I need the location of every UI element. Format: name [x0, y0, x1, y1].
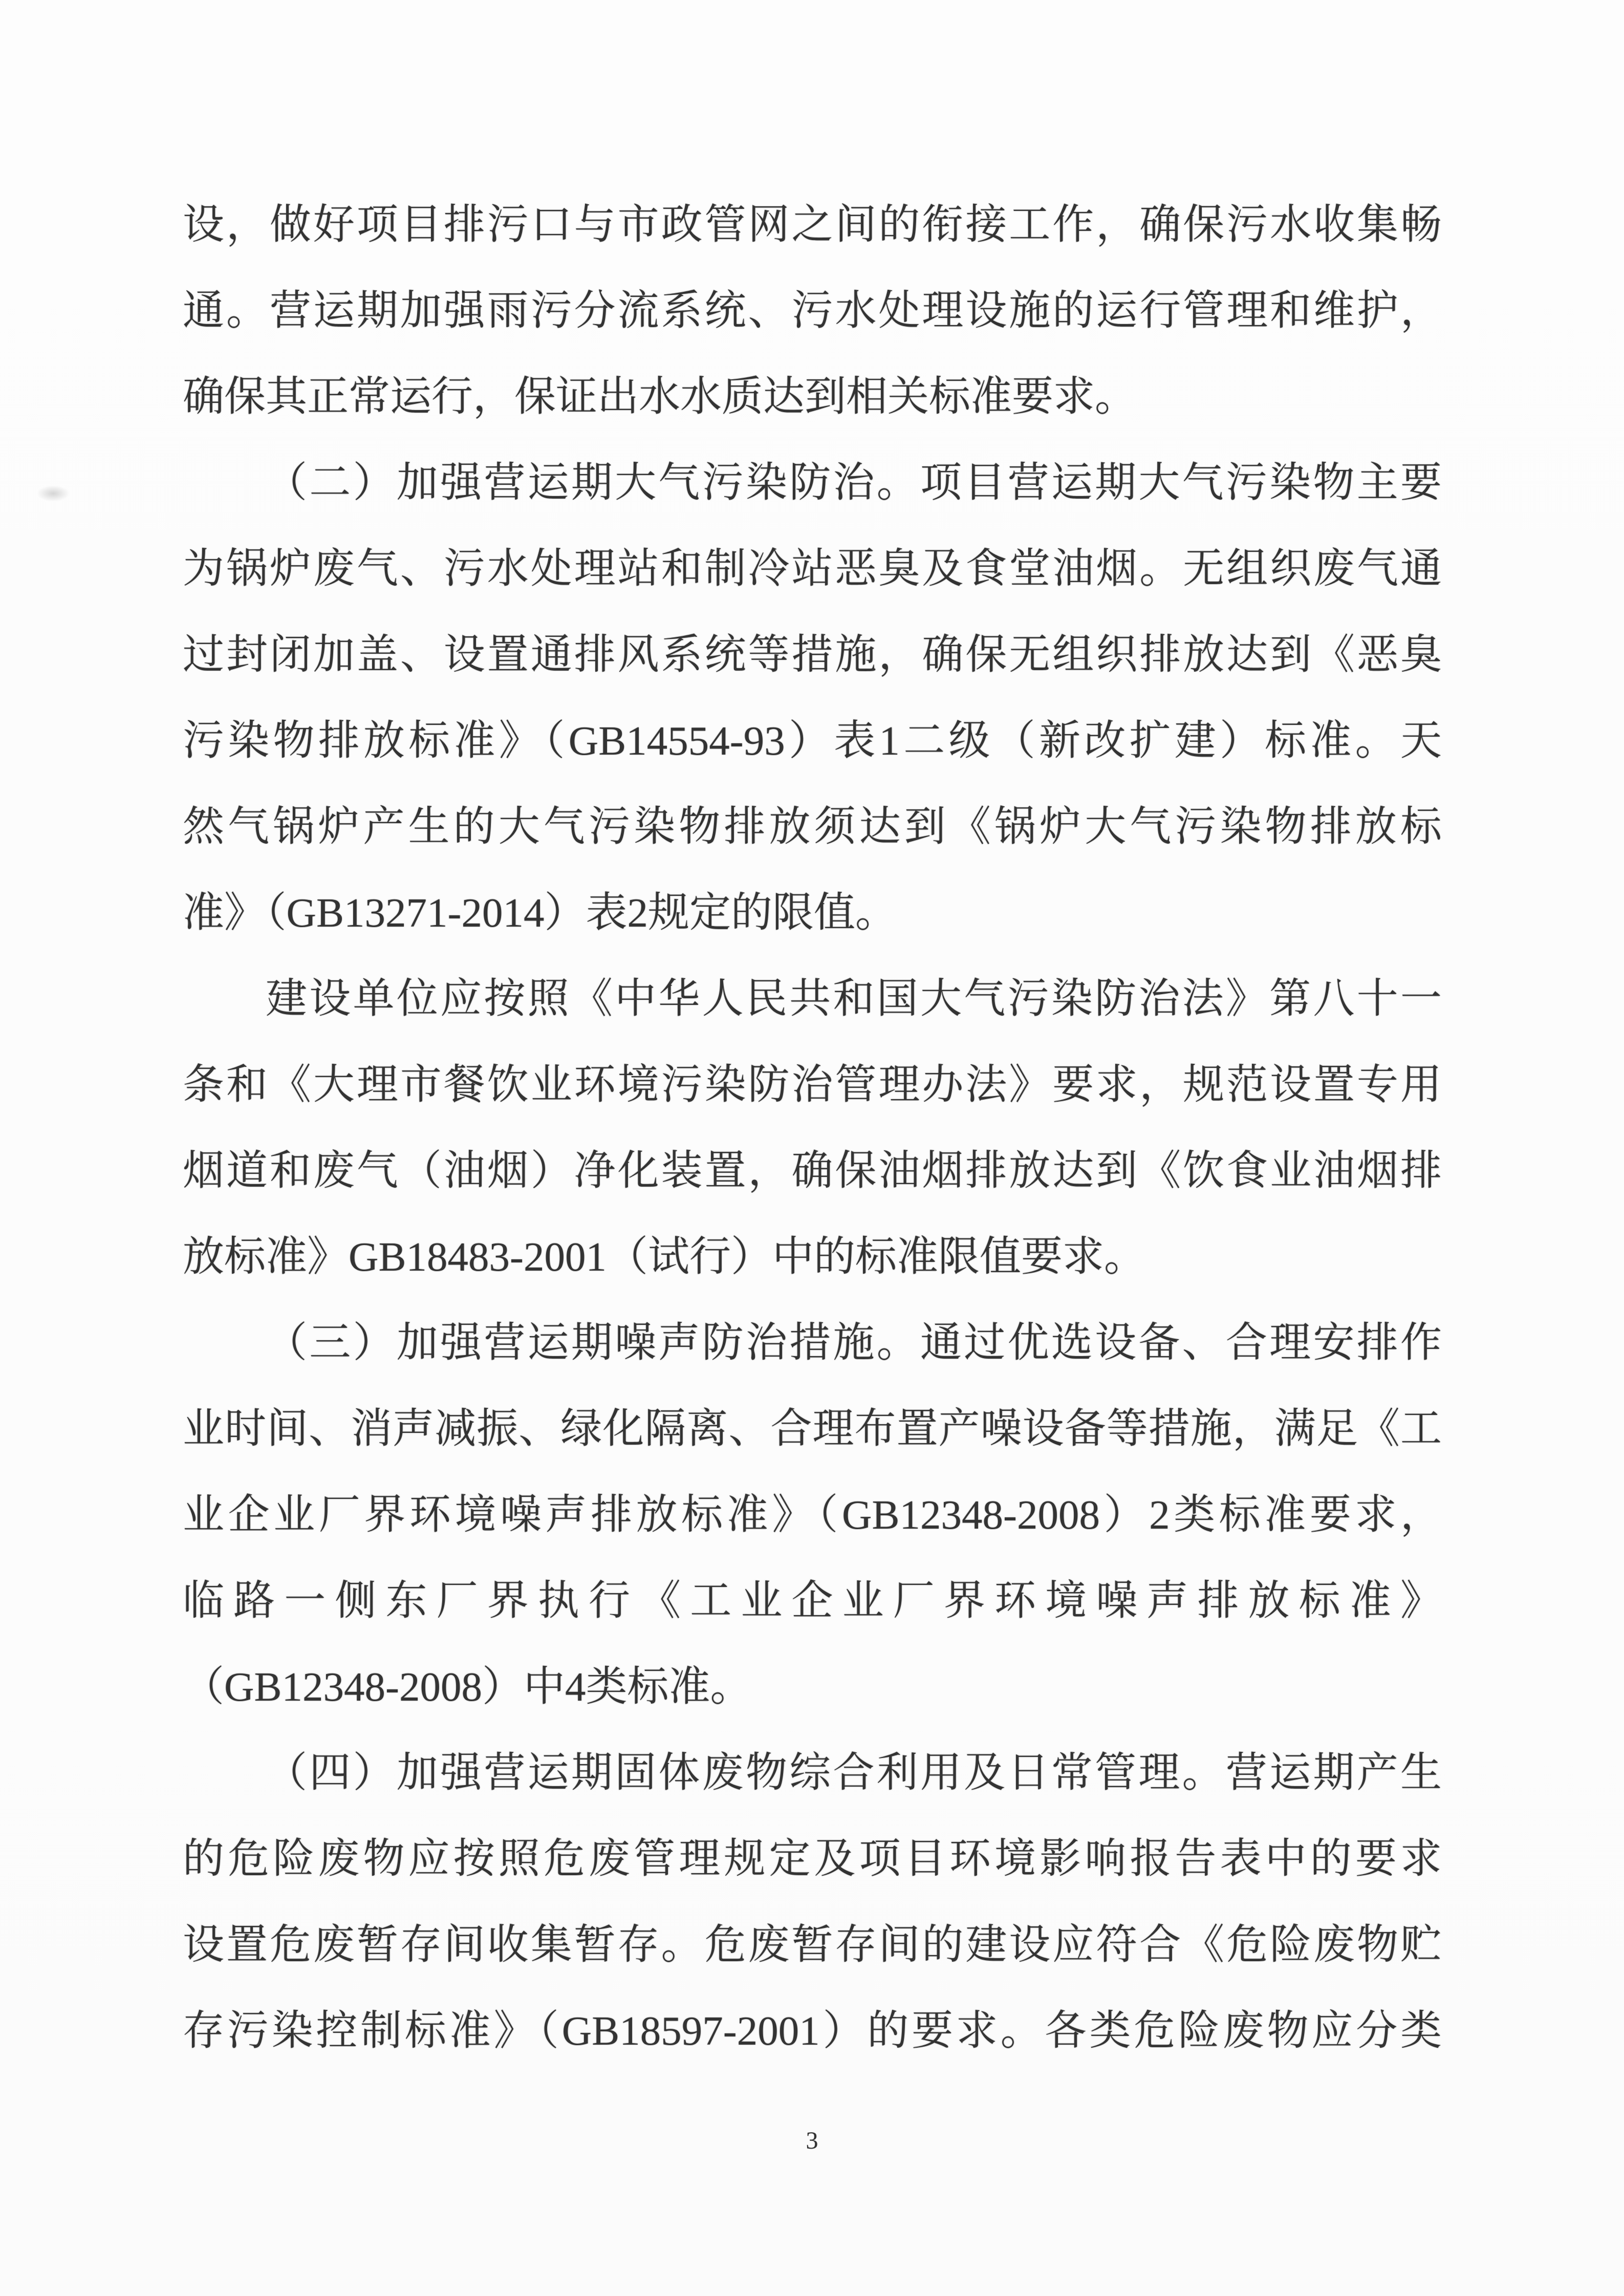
page-number: 3 [806, 2127, 818, 2154]
text-line: 准》（GB13271-2014）表2规定的限值。 [183, 890, 897, 936]
text-line: 建设单位应按照《中华人民共和国大气污染防治法》第八十一 [266, 976, 1442, 1022]
text-line: 设置危废暂存间收集暂存。危废暂存间的建设应符合《危险废物贮 [183, 1922, 1442, 1968]
text-line: 的危险废物应按照危废管理规定及项目环境影响报告表中的要求 [183, 1836, 1442, 1882]
text-line: 业时间、消声减振、绿化隔离、合理布置产噪设备等措施，满足《工 [183, 1406, 1442, 1452]
text-line: 确保其正常运行，保证出水水质达到相关标准要求。 [183, 374, 1137, 420]
text-line: 条和《大理市餐饮业环境污染防治管理办法》要求，规范设置专用 [183, 1062, 1442, 1108]
text-line: 放标准》GB18483-2001（试行）中的标准限值要求。 [183, 1234, 1145, 1280]
text-line: （四）加强营运期固体废物综合利用及日常管理。营运期产生 [266, 1750, 1442, 1796]
text-line: 存污染控制标准》（GB18597-2001）的要求。各类危险废物应分类 [183, 2008, 1442, 2054]
body-text [183, 182, 1442, 2074]
scan-artifact [37, 485, 70, 502]
text-line: 然气锅炉产生的大气污染物排放须达到《锅炉大气污染物排放标 [183, 804, 1442, 850]
text-line: 过封闭加盖、设置通排风系统等措施，确保无组织排放达到《恶臭 [183, 632, 1442, 678]
text-line: 污染物排放标准》（GB14554-93）表1二级（新改扩建）标准。天 [183, 718, 1442, 764]
text-line: 为锅炉废气、污水处理站和制冷站恶臭及食堂油烟。无组织废气通 [183, 546, 1442, 592]
text-line: 通。营运期加强雨污分流系统、污水处理设施的运行管理和维护， [183, 288, 1442, 334]
text-line: （二）加强营运期大气污染防治。项目营运期大气污染物主要 [266, 460, 1442, 506]
text-line: 业企业厂界环境噪声排放标准》（GB12348-2008）2类标准要求， [183, 1492, 1442, 1538]
text-line: 临路一侧东厂界执行《工业企业厂界环境噪声排放标准》 [183, 1578, 1442, 1624]
text-line: （GB12348-2008）中4类标准。 [183, 1664, 752, 1710]
text-line: （三）加强营运期噪声防治措施。通过优选设备、合理安排作 [266, 1320, 1442, 1366]
text-line: 烟道和废气（油烟）净化装置，确保油烟排放达到《饮食业油烟排 [183, 1148, 1442, 1194]
text-line: 设，做好项目排污口与市政管网之间的衔接工作，确保污水收集畅 [183, 202, 1442, 248]
